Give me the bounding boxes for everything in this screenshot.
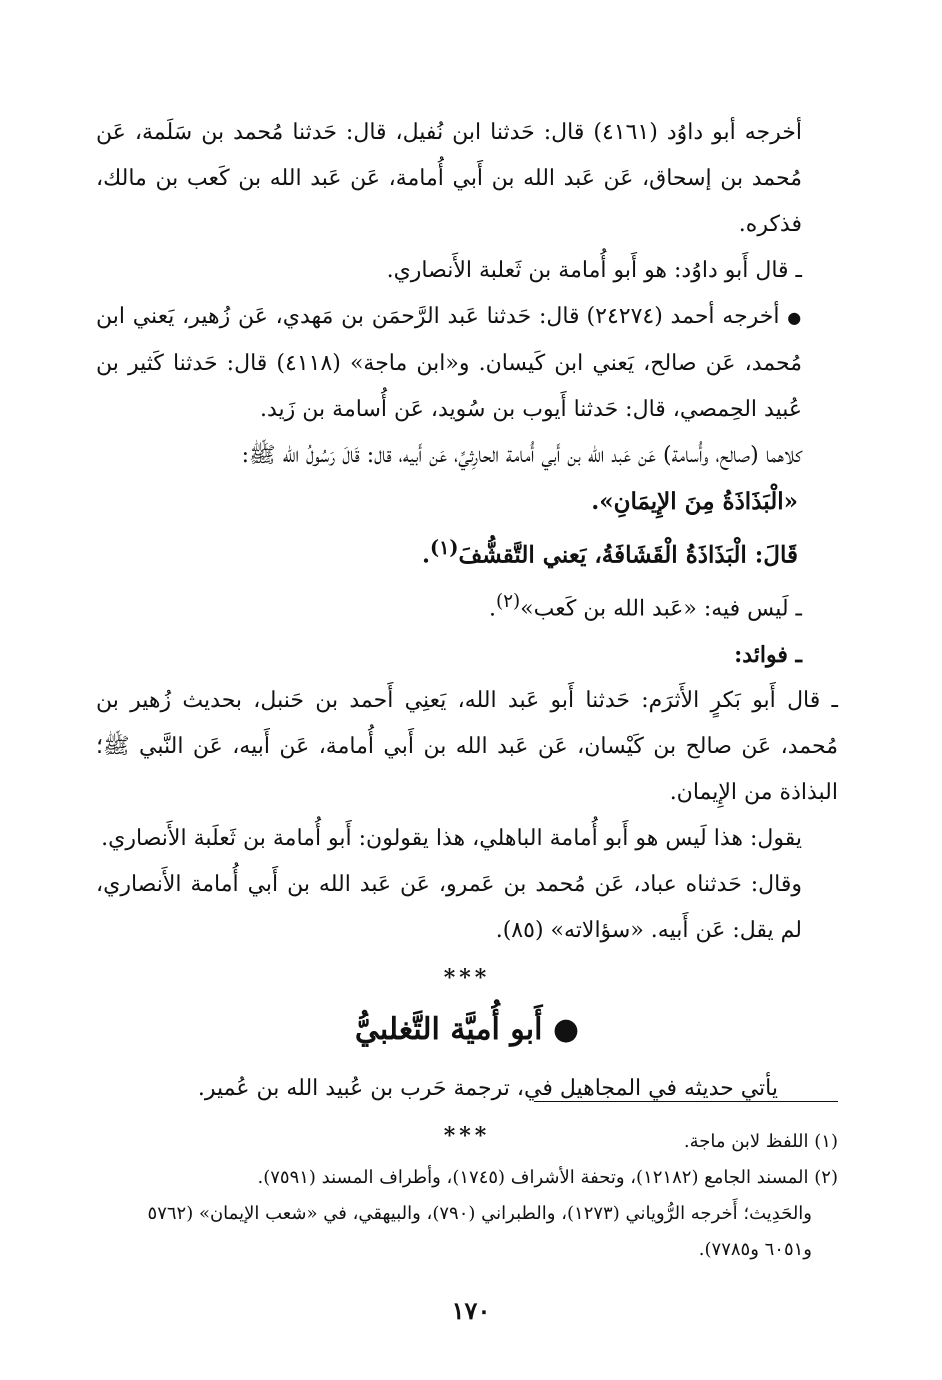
paragraph-abu-dawud-comment: ـ قال أَبو داوُد: هو أَبو أُمامة بن ثَعلبة الأَنصاري. <box>386 258 802 283</box>
paragraph-isnad-both: كلاهما (صالح، وأُسامة) عَن عَبد الله بن أَبي أُمامة الحارِثيِّ، عَن أَبيه، قال: قَالَ رَسُولُ الله ﷺ: <box>241 443 802 468</box>
hadith-explanation-end: . <box>421 541 430 569</box>
footnote-1: (١) اللفظ لابن ماجة. <box>683 1131 838 1152</box>
footnote-2: (٢) المسند الجامع (١٢١٨٢)، وتحفة الأشراف (١٧٤٥)، وأطراف المسند (٧٥٩١). <box>257 1167 838 1188</box>
paragraph-takhrij-ahmad <box>96 294 838 433</box>
hadith-explanation <box>96 525 838 579</box>
page-number: ١٧٠ <box>451 1296 491 1325</box>
paragraph-takhrij-ahmad-text: أخرجه أحمد (٢٤٢٧٤) قال: حَدثنا عَبد الرَّحمَن بن مَهدي، عَن زُهير، يَعني ابن مُحمد، عَن صالح، يَعني ابن كَيسان. و«ابن ماجة» (٤١١٨) قال: حَدثنا كَثير بن عُبيد الحِمصي، قال: حَدثنا أَيوب بن سُويد، عَن أُسامة بن زَيد. <box>96 304 802 422</box>
section-note: يأتي حديثه في المجاهيل في، ترجمة حَرب بن عُبيد الله بن عُمير. <box>197 1075 778 1101</box>
footnote-ref-1[interactable]: (١) <box>430 536 459 559</box>
hadith-explanation-text: قَالَ: الْبَذَاذَةُ الْقَشَافَةُ، يَعني التَّقشُّفَ <box>458 541 798 569</box>
bullet-icon: ● <box>787 308 802 327</box>
paragraph-takhrij-abu-dawud: أخرجه أبو داوُد (٤١٦١) قال: حَدثنا ابن نُفيل، قال: حَدثنا مُحمد بن سَلَمة، عَن مُحمد بن إسحاق، عَن عَبد الله بن أَبي أُمامة، عَن عَبد الله بن كَعب بن مالك، فذكره. <box>96 120 802 237</box>
paragraph-not-in-it <box>96 579 838 632</box>
hadith-text: «الْبَذَاذَةُ مِنَ الإِيمَانِ». <box>591 488 798 515</box>
paragraph-athram-abbad: وقال: حَدثناه عباد، عَن مُحمد بن عَمرو، عَن عَبد الله بن أَبي أُمامة الأَنصاري، لم يقل: عَن أَبيه. «سؤالاته» (٨٥). <box>96 871 802 943</box>
footnote-separator <box>534 1101 838 1102</box>
footnote-ref-2[interactable]: (٢) <box>495 590 521 612</box>
main-text <box>96 110 838 1154</box>
section-divider-stars: *** <box>443 964 491 991</box>
fawaid-heading: ـ فوائد: <box>734 641 802 668</box>
footnotes <box>96 1124 838 1268</box>
paragraph-athram-says: يقول: هذا لَيس هو أَبو أُمامة الباهلي، هذا يقولون: أَبو أُمامة بن ثَعلَبة الأَنصاري. <box>101 825 802 851</box>
paragraph-not-in-it-end: . <box>488 595 496 621</box>
section-divider-stars-bottom: *** <box>443 1122 491 1149</box>
footnote-2-continuation: والحَدِيث؛ أَخرجه الرُّوياني (١٢٧٣)، والطبراني (٧٩٠)، والبيهقي، في «شعب الإيمان» (٥٧٦٢ و٦٠٥١ و٧٧٨٥). <box>147 1203 812 1260</box>
paragraph-not-in-it-text: ـ لَيس فيه: «عَبد الله بن كَعب» <box>520 595 802 621</box>
paragraph-athram: ـ قال أَبو بَكرٍ الأَثرَم: حَدثنا أَبو عَبد الله، يَعنِي أَحمد بن حَنبل، بحديث زُهير بن مُحمد، عَن صالح بن كَيْسان، عَن عَبد الله بن أَبي أُمامة، عَن أَبيه، عَن النَّبي ﷺ؛ البذاذة من الإِيمان. <box>96 687 838 805</box>
section-heading: ● أَبو أُميَّة التَّغلبيُّ <box>354 1011 580 1047</box>
